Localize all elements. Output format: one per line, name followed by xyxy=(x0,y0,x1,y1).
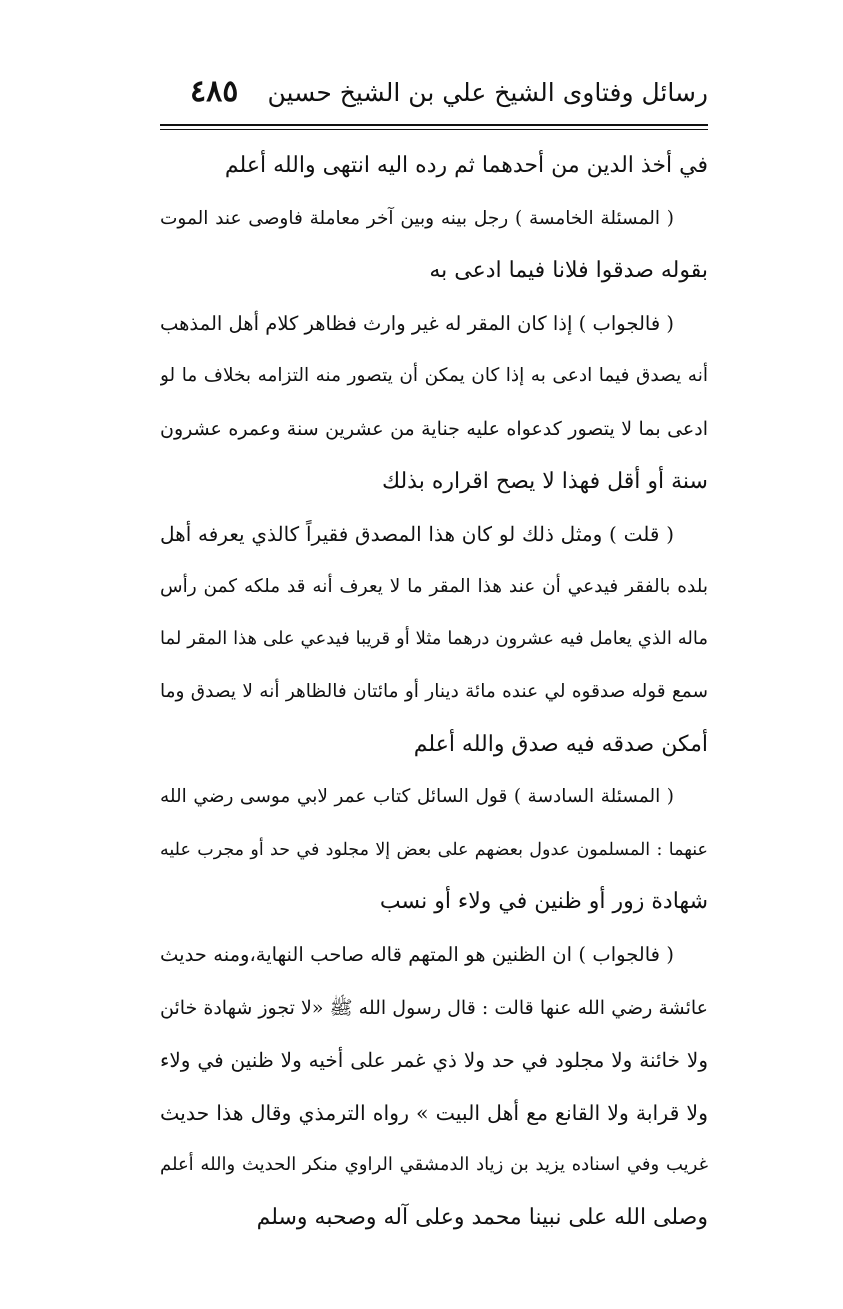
text-line: ادعى بما لا يتصور كدعواه عليه جناية من عشرين سنة وعمره عشرون xyxy=(160,417,708,440)
text-line: في أخذ الدين من أحدهما ثم رده اليه انتهى والله أعلم xyxy=(224,153,708,178)
body-text xyxy=(160,140,708,1244)
text-line: وصلى الله على نبينا محمد وعلى آله وصحبه وسلم xyxy=(256,1204,708,1230)
page-number: ٤٨٥ xyxy=(190,74,239,109)
text-line: ( فالجواب ) إذا كان المقر له غير وارث فظاهر كلام أهل المذهب xyxy=(160,311,674,335)
text-line: عنهما : المسلمون عدول بعضهم على بعض إلا مجلود في حد أو مجرب عليه xyxy=(160,839,708,860)
header-rule xyxy=(160,124,708,126)
text-line: عائشة رضي الله عنها قالت : قال رسول الله ﷺ «لا تجوز شهادة خائن xyxy=(160,996,708,1019)
text-line: أنه يصدق فيما ادعى به إذا كان يمكن أن يتصور منه التزامه بخلاف ما لو xyxy=(160,365,708,387)
page-header xyxy=(160,72,708,122)
text-line: سمع قوله صدقوه لي عنده مائة دينار أو مائتان فالظاهر أنه لا يصدق وما xyxy=(160,680,708,702)
text-line: بلده بالفقر فيدعي أن عند هذا المقر ما لا يعرف أنه قد ملكه كمن رأس xyxy=(160,575,708,597)
text-line: ( المسئلة الخامسة ) رجل بينه وبين آخر معاملة فاوصى عند الموت xyxy=(160,207,674,229)
text-line: ( المسئلة السادسة ) قول السائل كتاب عمر لابي موسى رضي الله xyxy=(160,786,674,808)
text-line: ( قلت ) ومثل ذلك لو كان هذا المصدق فقيراً كالذي يعرفه أهل xyxy=(160,522,674,547)
text-line: بقوله صدقوا فلانا فيما ادعى به xyxy=(429,258,708,284)
running-title: رسائل وفتاوى الشيخ علي بن الشيخ حسين xyxy=(267,78,708,107)
text-line: ماله الذي يعامل فيه عشرون درهما مثلا أو قريبا فيدعي على هذا المقر لما xyxy=(160,628,708,650)
text-line: شهادة زور أو ظنين في ولاء أو نسب xyxy=(379,889,708,915)
text-line: ولا خائنة ولا مجلود في حد ولا ذي غمر على أخيه ولا ظنين في ولاء xyxy=(160,1048,708,1073)
header-rule-thin xyxy=(160,129,708,130)
text-line: ( فالجواب ) ان الظنين هو المتهم قاله صاحب النهاية،ومنه حديث xyxy=(160,942,674,966)
text-line: غريب وفي اسناده يزيد بن زياد الدمشقي الراوي منكر الحديث والله أعلم xyxy=(160,1154,708,1176)
text-line: أمكن صدقه فيه صدق والله أعلم xyxy=(413,731,708,757)
text-line: ولا قرابة ولا القانع مع أهل البيت » رواه الترمذي وقال هذا حديث xyxy=(160,1100,708,1125)
text-line: سنة أو أقل فهذا لا يصح اقراره بذلك xyxy=(381,468,708,494)
